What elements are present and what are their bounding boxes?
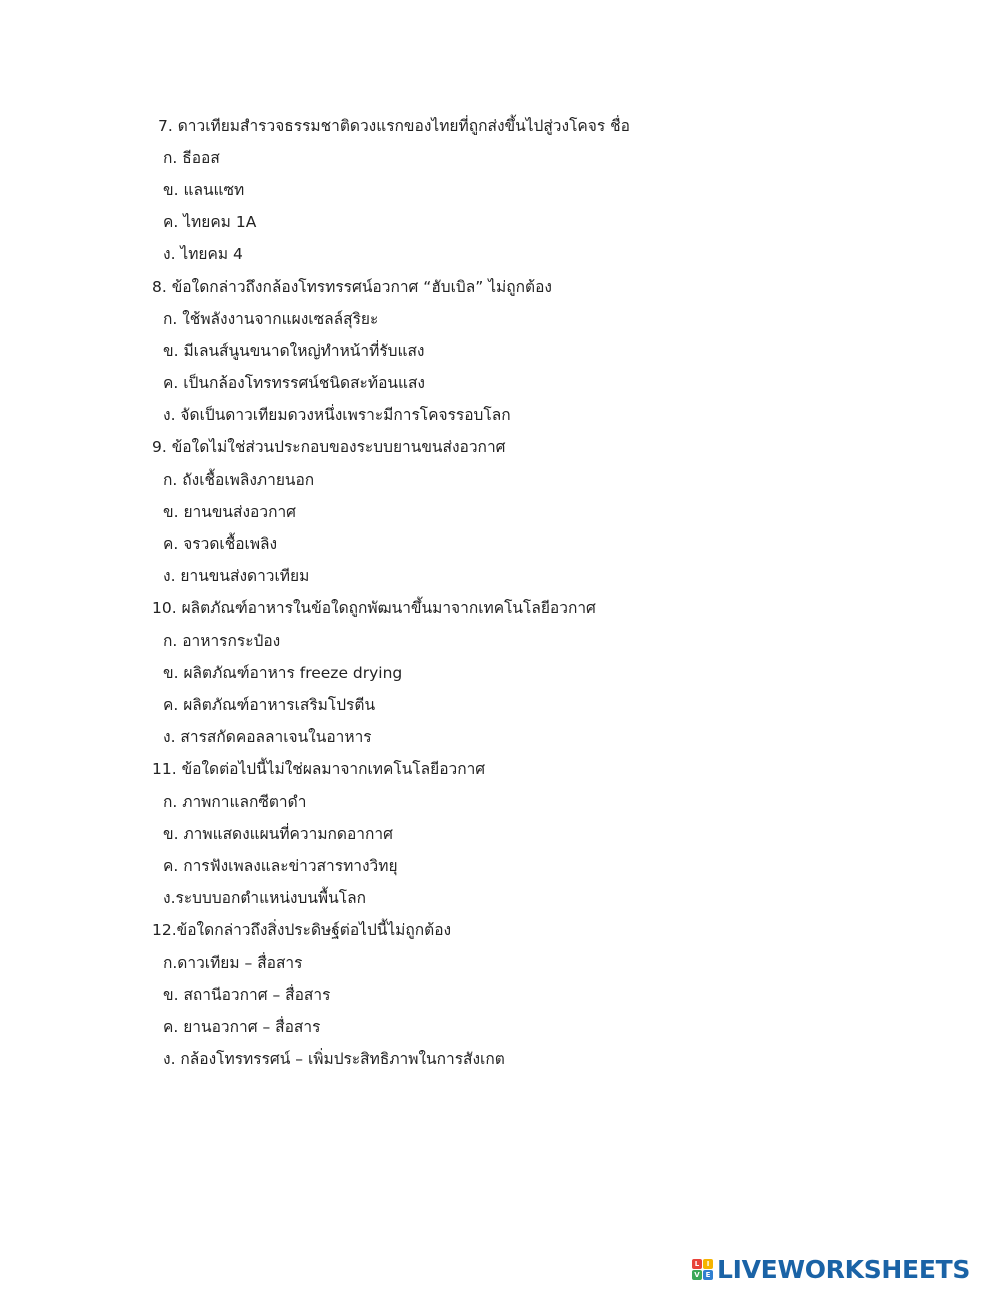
option-9-c[interactable]: ค. จรวดเชื้อเพลิง xyxy=(163,535,278,553)
question-12: 12.ข้อใดกล่าวถึงสิ่งประดิษฐ์ต่อไปนี้ไม่ถูกต้อง xyxy=(152,921,452,939)
option-10-b[interactable]: ข. ผลิตภัณฑ์อาหาร freeze drying xyxy=(163,664,403,682)
option-7-d[interactable]: ง. ไทยคม 4 xyxy=(163,245,243,263)
option-9-a[interactable]: ก. ถังเชื้อเพลิงภายนอก xyxy=(163,471,315,489)
option-7-c[interactable]: ค. ไทยคม 1A xyxy=(163,213,257,231)
option-12-c[interactable]: ค. ยานอวกาศ – สื่อสาร xyxy=(163,1018,321,1036)
option-11-d[interactable]: ง.ระบบบอกตำแหน่งบนพื้นโลก xyxy=(163,889,366,907)
option-10-c[interactable]: ค. ผลิตภัณฑ์อาหารเสริมโปรตีน xyxy=(163,696,376,714)
liveworksheets-brand-text: LIVEWORKSHEETS xyxy=(717,1255,971,1284)
question-10: 10. ผลิตภัณฑ์อาหารในข้อใดถูกพัฒนาขึ้นมาจากเทคโนโลยีอวกาศ xyxy=(152,599,596,617)
question-9: 9. ข้อใดไม่ใช่ส่วนประกอบของระบบยานขนส่งอวกาศ xyxy=(152,438,506,456)
option-8-b[interactable]: ข. มีเลนส์นูนขนาดใหญ่ทำหน้าที่รับแสง xyxy=(163,342,425,360)
option-7-a[interactable]: ก. ธีออส xyxy=(163,149,220,167)
option-9-b[interactable]: ข. ยานขนส่งอวกาศ xyxy=(163,503,296,521)
logo-tile-i: I xyxy=(703,1259,713,1269)
question-8: 8. ข้อใดกล่าวถึงกล้องโทรทรรศน์อวกาศ “ฮับเบิล” ไม่ถูกต้อง xyxy=(152,278,552,296)
logo-tile-l: L xyxy=(692,1259,702,1269)
question-7: 7. ดาวเทียมสำรวจธรรมชาติดวงแรกของไทยที่ถูกส่งขึ้นไปสู่วงโคจร ชื่อ xyxy=(158,117,630,135)
question-11: 11. ข้อใดต่อไปนี้ไม่ใช่ผลมาจากเทคโนโลยีอวกาศ xyxy=(152,760,486,778)
logo-tile-e: E xyxy=(703,1270,713,1280)
option-11-a[interactable]: ก. ภาพกาแลกซีตาดำ xyxy=(163,793,307,811)
option-9-d[interactable]: ง. ยานขนส่งดาวเทียม xyxy=(163,567,310,585)
option-8-c[interactable]: ค. เป็นกล้องโทรทรรศน์ชนิดสะท้อนแสง xyxy=(163,374,425,392)
option-11-b[interactable]: ข. ภาพแสดงแผนที่ความกดอากาศ xyxy=(163,825,393,843)
liveworksheets-logo-icon xyxy=(692,1259,714,1281)
option-12-a[interactable]: ก.ดาวเทียม – สื่อสาร xyxy=(163,954,303,972)
option-8-a[interactable]: ก. ใช้พลังงานจากแผงเซลล์สุริยะ xyxy=(163,310,379,328)
option-10-d[interactable]: ง. สารสกัดคอลลาเจนในอาหาร xyxy=(163,728,372,746)
option-8-d[interactable]: ง. จัดเป็นดาวเทียมดวงหนึ่งเพราะมีการโคจรรอบโลก xyxy=(163,406,511,424)
option-12-b[interactable]: ข. สถานีอวกาศ – สื่อสาร xyxy=(163,986,331,1004)
option-12-d[interactable]: ง. กล้องโทรทรรศน์ – เพิ่มประสิทธิภาพในการสังเกต xyxy=(163,1050,505,1068)
option-11-c[interactable]: ค. การฟังเพลงและข่าวสารทางวิทยุ xyxy=(163,857,398,875)
option-10-a[interactable]: ก. อาหารกระป๋อง xyxy=(163,632,281,650)
logo-tile-v: V xyxy=(692,1270,702,1280)
option-7-b[interactable]: ข. แลนแซท xyxy=(163,181,245,199)
liveworksheets-logo[interactable] xyxy=(692,1256,970,1284)
